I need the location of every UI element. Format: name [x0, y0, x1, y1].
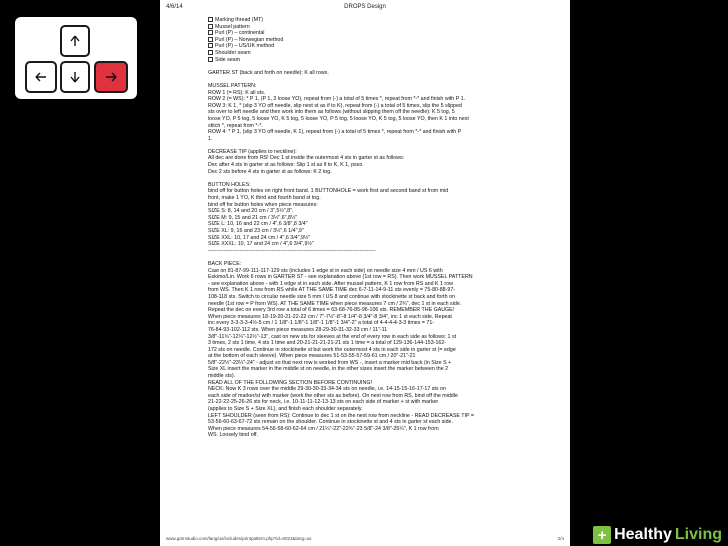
arrow-key-left	[25, 61, 57, 93]
text-line: 3 times, 2 sts 1 time, 4 sts 1 time and 20-21-21-21-21-21 sts 1 time = a total of 129-136-144-153-162-	[208, 340, 447, 347]
watermark-living: Living	[674, 526, 722, 543]
blank-line	[208, 142, 560, 149]
checklist-item: Purl (P) – continental	[208, 30, 560, 37]
text-line: 53-56-60-63-67-72 sts remain on the shoulder. Continue in stockinette st and 4 sts in garter st each side.	[208, 419, 453, 426]
text-line: -----------------------------------------------------------------------------------------------	[208, 247, 376, 254]
text-line: 172 sts on needle. Continue in stockinette st but work the outermost 4 sts in each side in garter st (= edge	[208, 346, 456, 353]
checkbox-icon	[208, 17, 213, 22]
text-line: SIZE XL: 9, 16 and 23 cm / 3½",6 1/4",9"	[208, 228, 304, 234]
text-line: All dec are done from RS! Dec 1 st inside the outermost 4 sts in garter st as follows:	[208, 155, 405, 162]
text-line: DECREASE TIP (applies to neckline):	[208, 148, 297, 155]
checklist-item: Mussel pattern	[208, 24, 560, 31]
text-line: middle sts).	[208, 373, 236, 380]
technique-checklist	[208, 17, 560, 63]
checklist-item: Side seam	[208, 57, 560, 64]
checkbox-icon	[208, 24, 213, 29]
text-line: Dec after 4 sts in garter st as follows: Slip 1 st as if to K, K 1, psso.	[208, 162, 364, 169]
text-line: 76-84-93-102-112 sts. When piece measures 28-29-30-31-32-33 cm / 11"-11	[208, 326, 388, 333]
checkbox-icon	[208, 57, 213, 62]
arrow-up-icon	[68, 34, 82, 48]
checkbox-icon	[208, 37, 213, 42]
text-line: bind off for button holes on right front band. 1 BUTTONHOLE = work first and second band st from mid	[208, 188, 449, 195]
text-line: 21-22-22-25-26-26 sts for neck, i.e. 10-11-11-12-13-13 sts on each side of marker + st with marker	[208, 399, 439, 406]
text-line: WS. Loosely bind off.	[208, 432, 258, 439]
text-line: at the bottom of each sleeve). When piece measures 51-53-55-57-59-61 cm / 20"-21"-21	[208, 353, 416, 360]
text-line: BUTTON HOLES:	[208, 181, 251, 188]
text-line: sts over to left needle and then work into them as follows (without slipping them off the needle): K 5 tog, 5	[208, 109, 455, 116]
page-title: DROPS Design	[344, 4, 386, 10]
arrow-key-right-highlighted	[94, 61, 128, 93]
text-line: Eskimo/Lin. Work 6 rows in GARTER ST - see explanation above (1st row = RS). Then work MUSSEL PATTERN	[208, 274, 473, 281]
text-line: (applies to Size S + Size XL), and finish each shoulder separately.	[208, 406, 363, 413]
text-line: Dec 2 sts before 4 sts in garter st as follows: K 2 tog.	[208, 168, 332, 175]
arrow-keys-graphic	[15, 17, 137, 99]
text-line: Size XL insert the marker in the middle st on needle, in the other sizes insert the marker between the 2	[208, 366, 449, 373]
arrow-down-icon	[68, 70, 82, 84]
arrow-right-icon	[104, 70, 118, 84]
text-line: loose YO, P 5 tog, 5 loose YO, K 5 tog, 5 loose YO, P 5 tog, 5 loose YO, K 5 tog, 5 loose YO, then K 1 into next	[208, 115, 469, 122]
text-line: ROW 2 (= WS): * P 1, (P 1, 3 loose YO), repeat from (-) a total of 5 times *, repeat from *-* and finish with P 1.	[208, 96, 466, 103]
page-number: 2/4	[557, 536, 564, 541]
arrow-key-down	[60, 61, 90, 93]
text-line: needle (1st row = P from WS). AT THE SAME TIME when piece measures 7 cm / 2¾", dec 1 st in each side.	[208, 300, 462, 307]
checkbox-icon	[208, 50, 213, 55]
text-line: 3/8"-11¾"-12¼"-12½"-13", cast on new sts for sleeves at the end of every row in each side as follows: 1 st	[208, 333, 457, 340]
text-line: BACK PIECE:	[208, 260, 242, 267]
checklist-item: Marking thread (MT)	[208, 17, 560, 24]
text-line: 108-118 sts. Switch to circular needle size 5 mm / US 8 and continue with stockinette st back and forth on	[208, 293, 455, 300]
blank-line	[208, 254, 560, 261]
text-line: front, make 1 YO, K third and fourth band st tog.	[208, 195, 321, 202]
printed-pattern-page	[160, 0, 570, 546]
text-line: Repeat the dec on every 3rd row a total of 6 times = 63-68-76-85-96-106 sts. REMEMBER THE GAUGE!	[208, 307, 455, 314]
text-line: SIZE XXL: 10, 17 and 24 cm / 4",6 3/4",9½"	[208, 234, 311, 241]
checkbox-icon	[208, 30, 213, 35]
text-line: ROW 4: * P 1, (slip 3 YO off needle, K 1), repeat from (-) a total of 5 times *, repeat from *-* and finish with P	[208, 129, 462, 136]
text-line: from WS. Then K 1 row from RS while AT THE SAME TIME dec 6-7-11-14-9-11 sts evenly = 75-80-88-97-	[208, 287, 456, 294]
blank-line	[208, 175, 560, 182]
text-line: bind off for button holes when piece measures:	[208, 201, 318, 208]
text-line: 1.	[208, 135, 213, 142]
healthy-living-watermark	[593, 526, 722, 544]
text-line: SIZE XXXL: 10, 17 and 24 cm / 4",6 3/4",9½"	[208, 241, 314, 248]
text-line: READ ALL OF THE FOLLOWING SECTION BEFORE CONTINUING!	[208, 379, 372, 386]
print-date: 4/6/14	[166, 4, 183, 10]
text-line: each side of marker/st with marker (work the other sts as before). On next row from RS, bind off the middle	[208, 392, 458, 399]
pattern-text	[208, 17, 560, 439]
checklist-item: Purl (P) – US/UK method	[208, 43, 560, 50]
text-line: When piece measures 54-56-58-60-62-64 cm / 21¼"-22"-22¾"-23 5/8"-24 3/8"-25¼", K 1 row from	[208, 425, 439, 432]
checklist-item: Shoulder seam	[208, 50, 560, 57]
text-line: stitch *, repeat from *-*.	[208, 122, 263, 129]
text-line: SIZE L: 10, 16 and 22 cm / 4",6 3/8",8 3/4"	[208, 221, 308, 228]
blank-line	[208, 63, 560, 70]
arrow-key-up	[60, 25, 90, 57]
checkbox-icon	[208, 43, 213, 48]
text-line: SIZE M: 9, 15 and 21 cm / 3½",6",8½"	[208, 214, 298, 221]
text-line: 5/8"-22½"-23¼"-24" - adjust so that next row is worked from WS -, insert a marker mid back (in Size S +	[208, 359, 452, 366]
text-line: When piece measures 18-19-20-21-22-22 cm / 7"-7½"-8"-8 1/4"-8 3/4"-8 3/4", inc 1 st each side. Repeat	[208, 313, 452, 320]
plus-logo-icon: +	[593, 526, 611, 544]
text-line: SIZE S: 8, 14 and 20 cm / 3",5½",8".	[208, 208, 294, 215]
text-line: NECK: Now K 3 rows over the middle 29-30-30-33-34-34 sts on needle, i.e. 14-15-15-16-17-17 sts on	[208, 386, 446, 393]
checklist-item: Purl (P) – Norwegian method	[208, 37, 560, 44]
text-line: GARTER ST (back and forth on needle): K all rows.	[208, 69, 329, 76]
footer-url: www.garnstudio.com/lang/us/includes/printpattern.php?id=5023&lang=us	[166, 536, 312, 541]
pattern-instructions	[208, 63, 560, 439]
text-line: MUSSEL PATTERN:	[208, 82, 257, 89]
blank-line	[208, 76, 560, 83]
text-line: LEFT SHOULDER (seen from RS): Continue to dec 1 st on the next row from neckline - READ DECREASE TIP =	[208, 412, 474, 419]
text-line: Cast on 81-87-99-111-117-129 sts (includes 1 edge st in each side) on needle size 4 mm / US 6 with	[208, 267, 443, 274]
text-line: ROW 3: K 1, * (slip 3 YO off needle, slip next st as if to K), repeat from (-) a total of 5 times, slip the 5 slipped	[208, 102, 462, 109]
watermark-healthy: Healthy	[614, 526, 672, 543]
arrow-left-icon	[34, 70, 48, 84]
text-line: ROW 1 (= RS): K all sts.	[208, 89, 266, 96]
text-line: - see explanation above - with 1 edge st in each side. After mussel pattern, K 1 row from RS and K 1 row	[208, 280, 453, 287]
text-line: inc every 3-3-3-3-4½-5 cm / 1 1/8"-1 1/8"-1 1/8"-1 1/8"-1 3/4"-2" a total of 4-4-4-4-3-3 times = 71-	[208, 320, 435, 327]
